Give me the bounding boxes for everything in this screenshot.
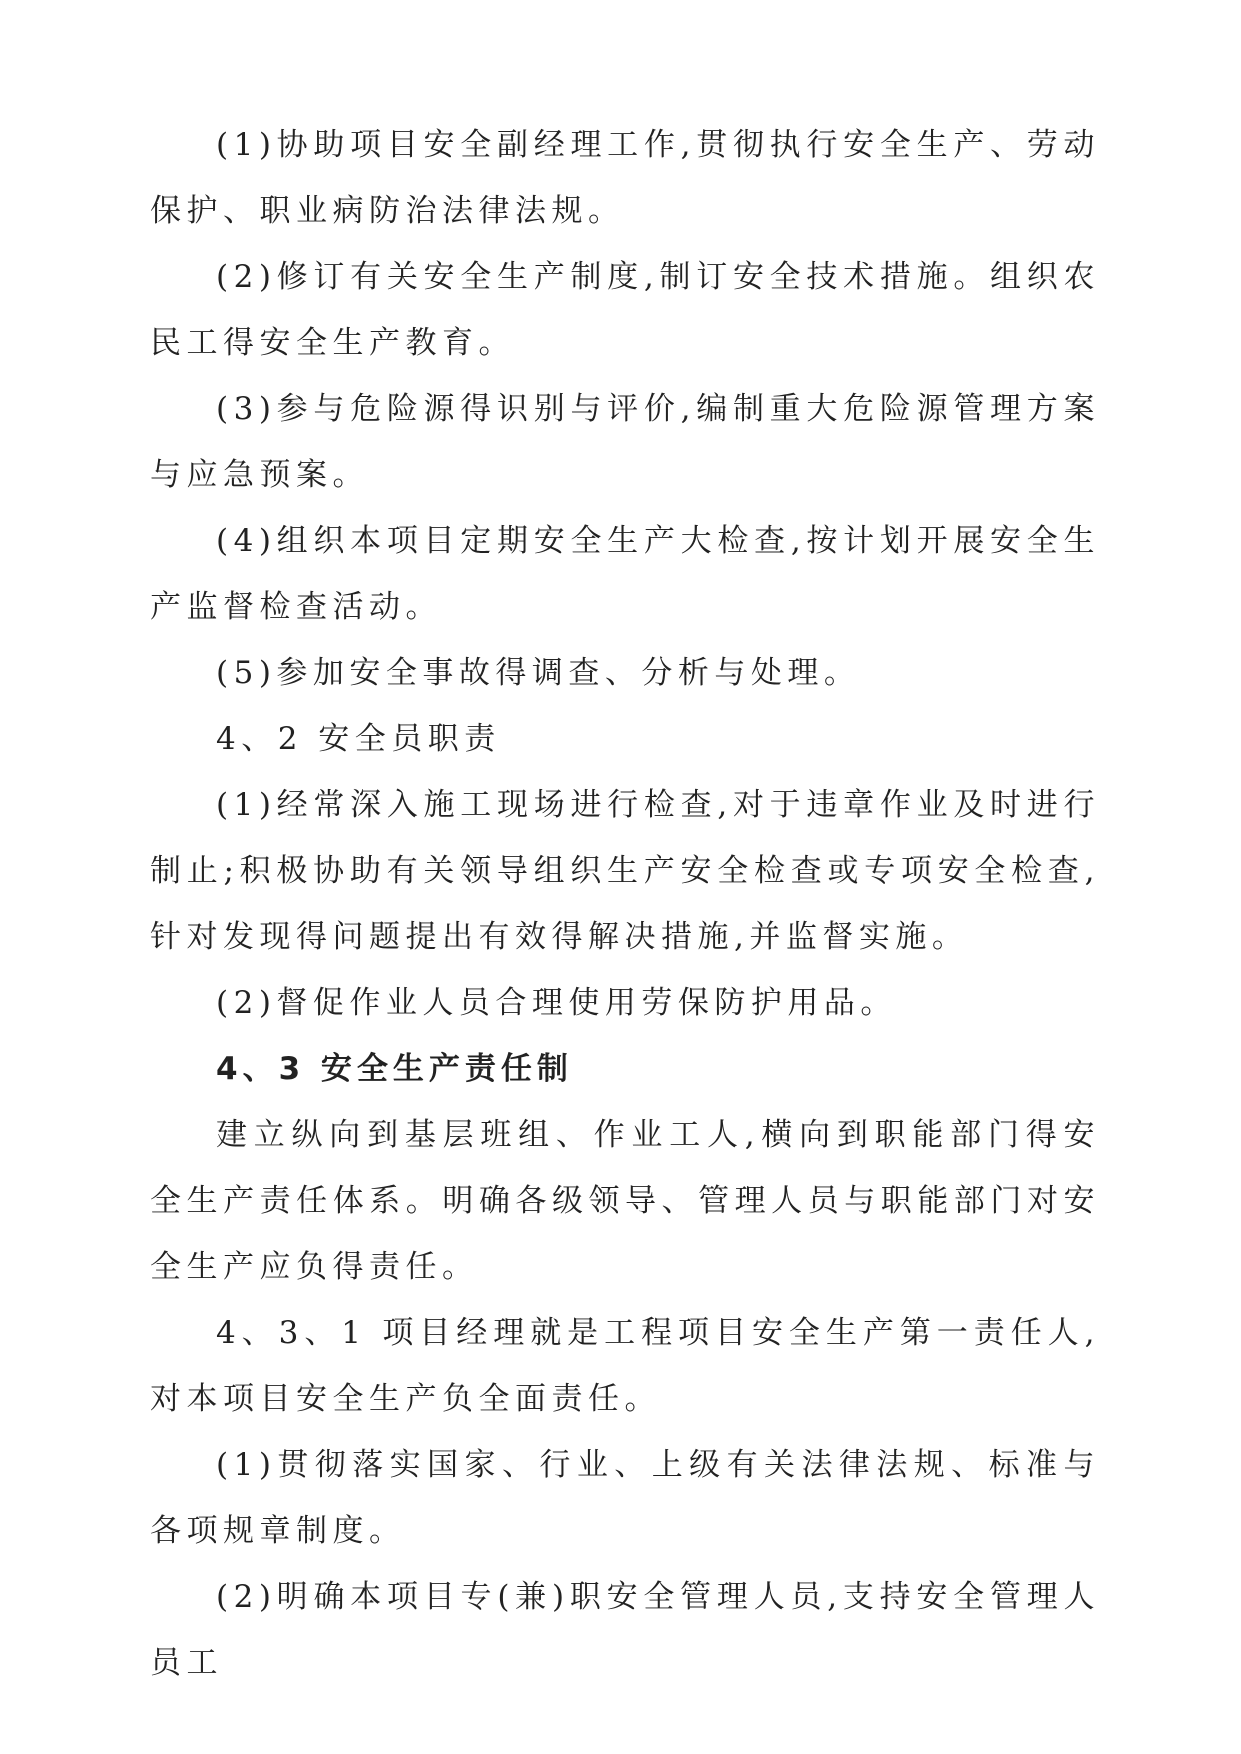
document-page bbox=[150, 112, 1100, 1696]
paragraph-item-2: (2)修订有关安全生产制度,制订安全技术措施。组织农民工得安全生产教育。 bbox=[150, 259, 1100, 361]
paragraph-item-9: (2)明确本项目专(兼)职安全管理人员,支持安全管理人员工 bbox=[150, 1579, 1100, 1681]
paragraph-body-1: 建立纵向到基层班组、作业工人,横向到职能部门得安全生产责任体系。明确各级领导、管理人员与职能部门对安全生产应负得责任。 bbox=[150, 1117, 1100, 1285]
paragraph-item-6: (1)经常深入施工现场进行检查,对于违章作业及时进行制止;积极协助有关领导组织生产安全检查或专项安全检查,针对发现得问题提出有效得解决措施,并监督实施。 bbox=[150, 787, 1100, 955]
paragraph-item-5: (5)参加安全事故得调查、分析与处理。 bbox=[216, 655, 861, 691]
section-heading-4-3: 4、3 安全生产责任制 bbox=[216, 1051, 573, 1087]
paragraph-item-8: (1)贯彻落实国家、行业、上级有关法律法规、标准与各项规章制度。 bbox=[150, 1447, 1100, 1549]
paragraph-item-4: (4)组织本项目定期安全生产大检查,按计划开展安全生产监督检查活动。 bbox=[150, 523, 1100, 625]
paragraph-body-2: 4、3、1 项目经理就是工程项目安全生产第一责任人,对本项目安全生产负全面责任。 bbox=[150, 1315, 1100, 1417]
paragraph-item-7: (2)督促作业人员合理使用劳保防护用品。 bbox=[216, 985, 897, 1021]
paragraph-item-3: (3)参与危险源得识别与评价,编制重大危险源管理方案与应急预案。 bbox=[150, 391, 1100, 493]
paragraph-item-1: (1)协助项目安全副经理工作,贯彻执行安全生产、劳动保护、职业病防治法律法规。 bbox=[150, 127, 1100, 229]
section-heading-4-2: 4、2 安全员职责 bbox=[216, 721, 501, 757]
